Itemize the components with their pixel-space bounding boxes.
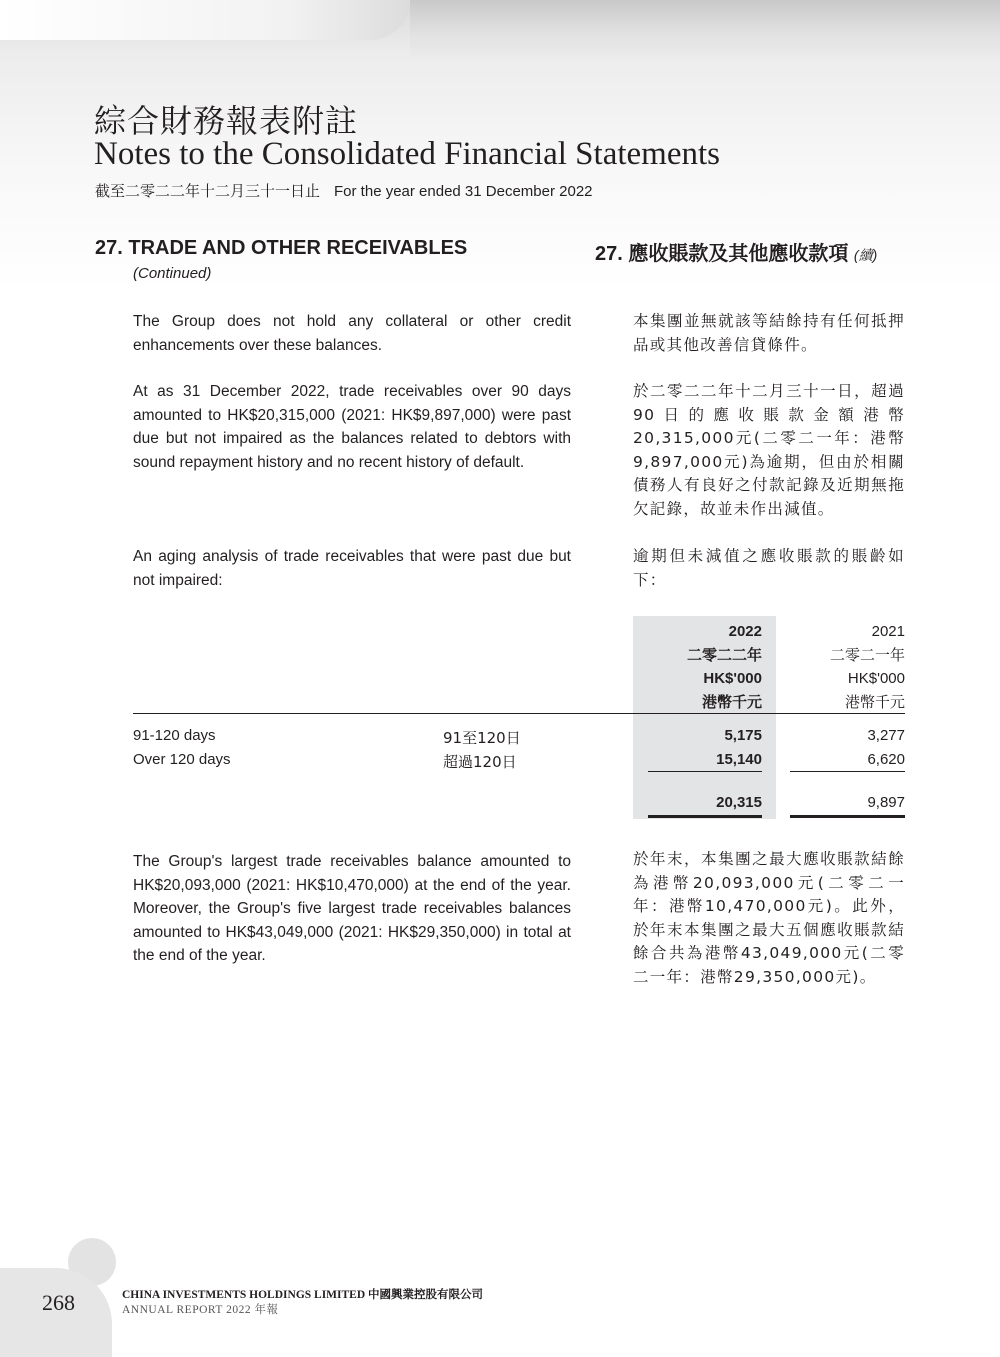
section-continued-chinese: (續) xyxy=(853,247,878,263)
page-number: 268 xyxy=(42,1290,75,1315)
page-title: Notes to the Consolidated Financial Statements xyxy=(94,136,720,172)
column-unit: HK$'000 xyxy=(847,670,905,687)
table-row-label: Over 120 days xyxy=(133,751,231,768)
table-cell-2021: 3,277 xyxy=(867,727,905,744)
table-total-2021: 9,897 xyxy=(867,794,905,811)
column-year: 2022 xyxy=(728,623,762,640)
paragraph-past-due: At as 31 December 2022, trade receivables over 90 days amounted to HK$20,315,000 (2021: HK$9,897,000) were past due but not impaired as the balances related to debtors with sound repayment history and no recent history of default. xyxy=(133,383,571,471)
column-unit-chinese: 港幣千元 xyxy=(701,692,762,711)
paragraph-largest-balances-chinese: 於年末，本集團之最大應收賬款結餘為港幣20,093,000元(二零二一年：港幣10,470,000元)。此外，於年末本集團之最大五個應收賬款結餘合共為港幣43,049,000元(二零二一年：港幣29,350,000元)。 xyxy=(633,850,905,986)
section-heading: 27. TRADE AND OTHER RECEIVABLES xyxy=(95,237,468,259)
column-header-2022 xyxy=(633,620,762,714)
subtitle-chinese: 截至二零二二年十二月三十一日止 xyxy=(95,182,321,200)
table-cell-2021: 6,620 xyxy=(867,751,905,768)
paragraph-past-due-chinese: 於二零二二年十二月三十一日，超過90日的應收賬款金額港幣20,315,000元(二零二一年：港幣9,897,000元)為逾期，但由於相關債務人有良好之付款記錄及近期無拖欠記錄，故並未作出減值。 xyxy=(633,382,905,518)
table-row-label: 91-120 days xyxy=(133,727,216,744)
table-total-2022: 20,315 xyxy=(716,794,762,811)
subtotal-rule-2022 xyxy=(648,771,762,772)
footer-company-name: CHINA INVESTMENTS HOLDINGS LIMITED 中國興業控股有限公司 xyxy=(122,1289,484,1301)
paragraph-largest-balances: The Group's largest trade receivables balance amounted to HK$20,093,000 (2021: HK$10,470,000) at the end of the year. Moreover, the Group's five largest trade receivables balances amounted to HK$43,049,000 (2021: HK$29,350,000) in total at the end of the year. xyxy=(133,853,571,964)
table-row-label-chinese: 超過120日 xyxy=(443,753,517,771)
table-row-label-chinese: 91至120日 xyxy=(443,729,521,747)
column-unit-chinese: 港幣千元 xyxy=(844,692,905,711)
footer-report-name: ANNUAL REPORT 2022 年報 xyxy=(122,1304,279,1316)
table-cell-2022: 5,175 xyxy=(724,727,762,744)
page-subtitle xyxy=(95,180,593,201)
subtitle-english: For the year ended 31 December 2022 xyxy=(334,183,593,200)
paragraph-collateral: The Group does not hold any collateral or other credit enhancements over these balances. xyxy=(133,313,571,354)
column-header-2021 xyxy=(790,620,905,714)
paragraph-aging-intro: An aging analysis of trade receivables that were past due but not impaired: xyxy=(133,548,571,589)
column-year: 2021 xyxy=(871,623,905,640)
total-rule-2022 xyxy=(648,815,762,818)
section-heading-chinese-text: 27. 應收賬款及其他應收款項 xyxy=(595,243,849,265)
section-continued-label: (Continued) xyxy=(133,265,212,282)
column-year-chinese: 二零二一年 xyxy=(829,645,905,664)
table-cell-2022: 15,140 xyxy=(716,751,762,768)
page-title-chinese: 綜合財務報表附註 xyxy=(94,102,359,140)
subtotal-rule-2021 xyxy=(790,771,905,772)
column-year-chinese: 二零二二年 xyxy=(686,645,762,664)
total-rule-2021 xyxy=(790,815,905,818)
paragraph-collateral-chinese: 本集團並無就該等結餘持有任何抵押品或其他改善信貸條件。 xyxy=(633,312,905,354)
column-unit: HK$'000 xyxy=(703,670,762,687)
section-heading-chinese xyxy=(595,237,877,266)
table-header-rule xyxy=(133,713,905,714)
paragraph-aging-intro-chinese: 逾期但未減值之應收賬款的賬齡如下： xyxy=(633,547,905,589)
